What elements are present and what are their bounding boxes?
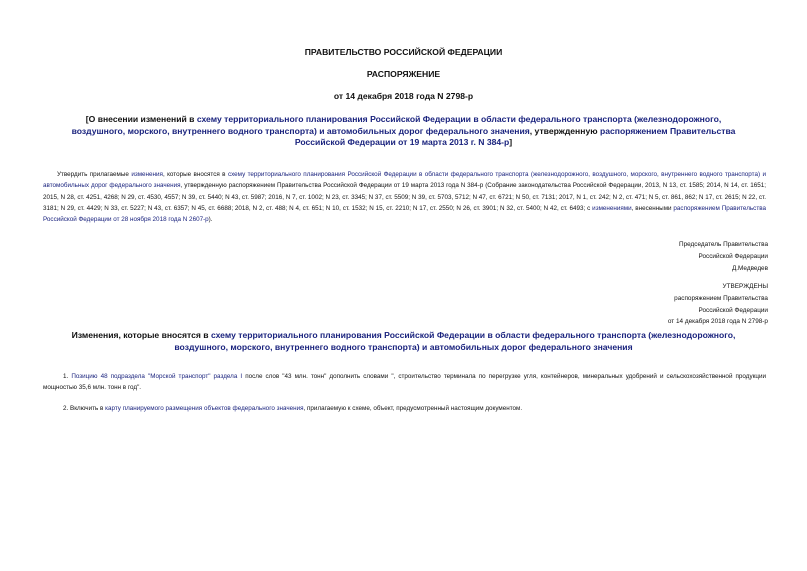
approval-date: от 14 декабря 2018 года N 2798-р: [667, 318, 768, 326]
body-text-3: , утвержденную: [180, 182, 229, 190]
item2-text-2: , прилагаемую к схеме, объект, предусмотренный настоящим документом.: [303, 405, 523, 412]
changes-title-prefix: Изменения, которые вносятся в: [71, 330, 211, 340]
document-type-heading: РАСПОРЯЖЕНИЕ: [366, 69, 441, 79]
body-text-4: (Собрание законодательства Российской Федерации, 2013, N 13, ст. 1585; 2014, N 14, ст. 1651; 2015, N 28, ст. 4251, 4268; N 29, ст. 4530, 4557; N 39, ст. 5440; N 43, ст. 5987; 2016, N 7, ст. 1002; N 23, ст. 3345; N 37, ст. 5509; N 39, ст. 5703, 5712; N 47, ст. 6721; N 50, ст. 7131; 2017, N 1, ст. 242; N 2, ст. 471; N 5, ст. 861, 862; N 17, ст. 2615; N 22, ст. 3181; N 29, ст. 4429; N 33, ст. 5227; N 43, ст. 6357; N 45, ст. 6688; 2018, N 2, ст. 488; N 4, ст. 651; N 10, ст. 1532; N 15, ст. 2210; N 17, ст. 2550; N 26, ст. 3901; N 32, ст. 5400; N 42, ст. 6493; с: [43, 182, 767, 212]
signature-country: Российской Федерации: [698, 252, 768, 260]
title-bracket-close: ]: [509, 137, 513, 147]
body-text-6: ).: [208, 216, 213, 224]
government-heading: ПРАВИТЕЛЬСТВО РОССИЙСКОЙ ФЕДЕРАЦИИ: [304, 47, 503, 57]
document-date: от 14 декабря 2018 года N 2798-р: [333, 91, 474, 101]
title-prefix: О внесении изменений в: [88, 114, 197, 124]
link-order-384[interactable]: распоряжением Правительства Российской Федерации от 19 марта 2013 г. N 384-р: [294, 125, 736, 147]
body-text-5: , внесенными: [631, 204, 674, 212]
change-item-1: [43, 371, 766, 394]
approval-block: [508, 281, 768, 328]
signature-block: [508, 239, 768, 274]
link-order-2607[interactable]: распоряжением Правительства Российской Федерации от 28 ноября 2018 года N 2607-р: [43, 204, 766, 224]
title-middle: , утвержденную: [529, 125, 600, 136]
approval-heading: УТВЕРЖДЕНЫ: [722, 283, 768, 290]
main-paragraph: [43, 169, 766, 225]
body-text-2: , которые вносятся в: [162, 171, 228, 178]
body-order-reference: распоряжением Правительства Российской Федерации от 19 марта 2013 года N 384-р: [228, 182, 484, 190]
change-item-2: [43, 403, 766, 414]
item1-text: после слов "43 млн. тонн" дополнить словами ", строительство терминала по перегрузке угля, контейнеров, минеральных удобрений и сельскохозяйственной продукции мощностью 35,6 млн. тонн в год".: [43, 373, 767, 392]
approval-line-3: Российской Федерации: [698, 306, 768, 314]
body-text-1: Утвердить прилагаемые: [57, 171, 132, 178]
link-changes-scheme[interactable]: схему территориального планирования Российской Федерации в области федерального транспорта (железнодорожного, воздушного, морского, внутреннего водного транспорта) и автомобильных дорог федерального значения: [174, 330, 736, 352]
item2-text-1: 2. Включить в: [63, 405, 106, 412]
item1-number: 1.: [63, 373, 72, 380]
changes-title: [52, 330, 755, 353]
signature-name: Д.Медведев: [731, 264, 768, 272]
title-bracket-open: [: [85, 114, 89, 124]
link-changes[interactable]: изменения: [131, 171, 163, 178]
approval-line-2: распоряжением Правительства: [674, 294, 768, 302]
signature-position: Председатель Правительства: [679, 241, 768, 248]
link-scheme[interactable]: схему территориального планирования Российской Федерации в области федерального транспорта (железнодорожного, воздушного, морского, внутреннего водного транспорта) и автомобильных дорог федерального значения: [43, 171, 766, 190]
link-placement-map[interactable]: карту планируемого размещения объектов федерального значения: [105, 405, 304, 412]
link-transport-scheme[interactable]: схему территориального планирования Российской Федерации в области федерального транспорта (железнодорожного, воздушного, морского, внутреннего водного транспорта) и автомобильных дорог федерального значения: [71, 114, 722, 136]
link-amendments[interactable]: изменениями: [592, 204, 632, 212]
document-title: [58, 114, 749, 149]
link-position-48[interactable]: Позицию 48 подраздела "Морской транспорт" раздела I: [71, 373, 243, 380]
